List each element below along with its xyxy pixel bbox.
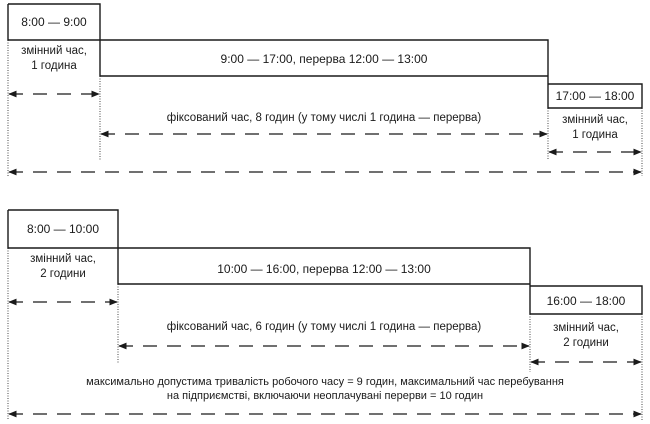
d2-end-box-label: 16:00 — 18:00: [546, 294, 626, 308]
d2-flex-start-label: [8, 252, 118, 282]
d1-flex-end-line2: 1 година: [572, 129, 618, 141]
d1-fixed-label: фіксований час, 8 годин (у тому числі 1 година — перерва): [166, 112, 482, 124]
d2-flex-end-line2: 2 години: [563, 337, 609, 349]
d2-total-line1: максимально допустима тривалість робочого часу = 9 годин, максимальний час перебування: [86, 376, 564, 388]
d1-start-box-label: 8:00 — 9:00: [21, 15, 87, 29]
d1-core-box-label: 9:00 — 17:00, перерва 12:00 — 13:00: [220, 52, 428, 66]
d2-flex-end-label: [530, 321, 642, 351]
d1-flex-start-line1: змінний час,: [21, 45, 87, 57]
d1-flex-end-label: [548, 113, 642, 143]
d1-end-box-label: 17:00 — 18:00: [555, 89, 635, 103]
d2-flex-start-line1: змінний час,: [30, 253, 96, 265]
d2-total-line2: на підприємстві, включаючи неоплачувані перерви = 10 годин: [166, 390, 484, 402]
d2-fixed-label: фіксований час, 6 годин (у тому числі 1 година — перерва): [166, 321, 482, 333]
d2-flex-end-line1: змінний час,: [553, 322, 619, 334]
d2-total-label: [8, 375, 642, 403]
d1-flex-end-line1: змінний час,: [562, 114, 628, 126]
d2-start-box-label: 8:00 — 10:00: [26, 222, 100, 236]
d2-flex-start-line2: 2 години: [40, 268, 86, 280]
d1-flex-start-label: [8, 44, 100, 74]
d2-core-box-label: 10:00 — 16:00, перерва 12:00 — 13:00: [217, 262, 431, 276]
d1-flex-start-line2: 1 година: [31, 60, 77, 72]
